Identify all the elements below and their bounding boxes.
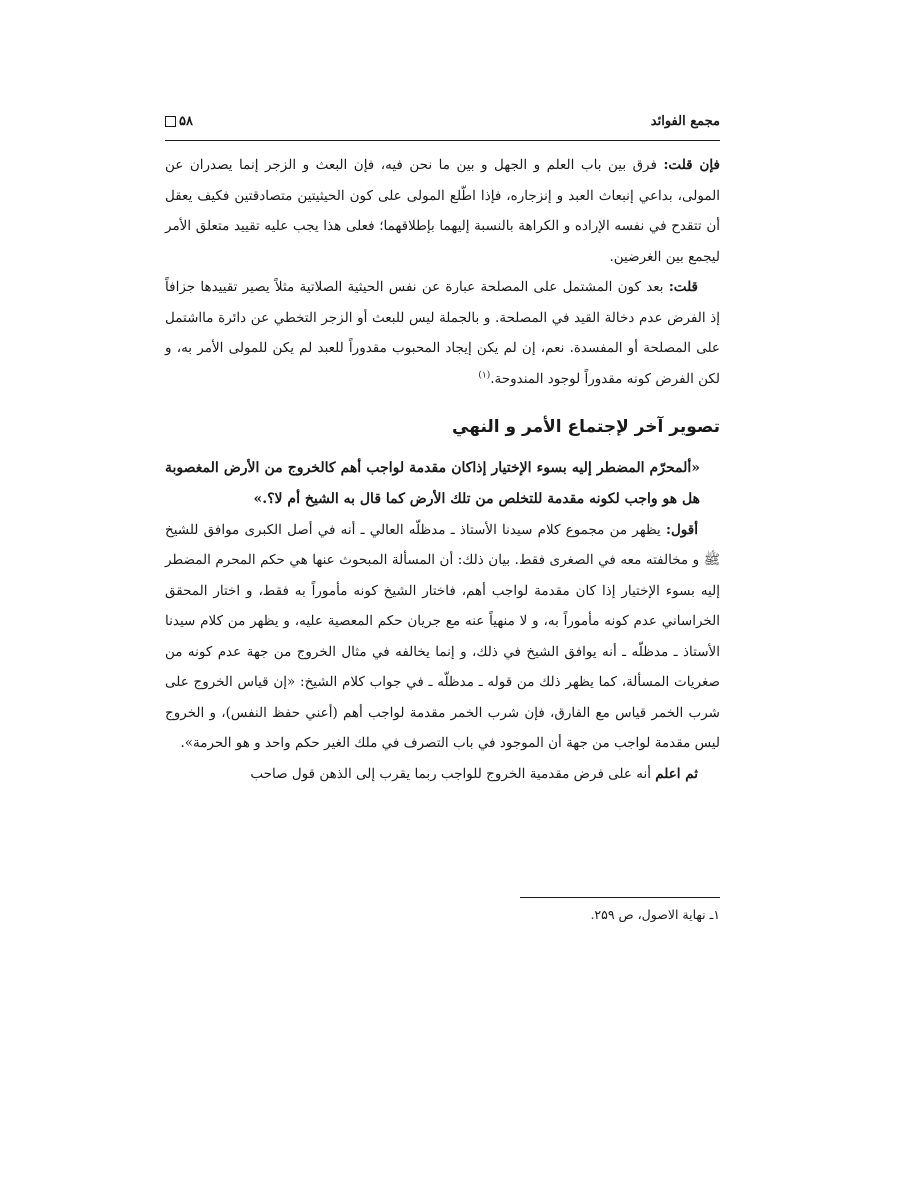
objection-text: فرق بين باب العلم و الجهل و بين ما نحن فيه، فإن البعث و الزجر إنما يصدران عن المولى، بداعي إنبعاث العبد و إنزجاره، فإذا اطّلع المولى على كون الحيثيتين متصادقتين فكيف يعقل أن تتقدح في نفسه الإراده و الكراهة بالنسبة إليهما بإطلاقهما؛ فعلى هذا يجب عليه تقييد متعلق الأمر ليجمع بين الغرضين. <box>165 157 720 265</box>
page-number <box>165 114 193 129</box>
note-text: أنه على فرض مقدمية الخروج للواجب ربما يقرب إلى الذهن قول صاحب <box>250 765 651 782</box>
running-header <box>165 114 720 136</box>
paragraph-objection <box>165 150 720 272</box>
page-number-text: ۵۸ <box>179 114 193 129</box>
header-divider <box>165 140 720 141</box>
page-body <box>165 150 720 789</box>
objection-label: فإن قلت: <box>663 157 720 173</box>
book-page <box>165 0 720 1200</box>
paragraph-answer <box>165 515 720 759</box>
footnote-divider <box>520 897 720 898</box>
reply-label: قلت: <box>668 279 698 295</box>
paragraph-note <box>165 759 720 790</box>
square-ornament-icon <box>165 116 176 127</box>
book-title: مجمع الفوائد <box>650 114 720 129</box>
quoted-question: «ألمحرّم المضطر إليه بسوء الإختيار إذاكان مقدمة لواجب أهم كالخروج من الأرض المغصوبة هل هو واجب لكونه مقدمة للتخلص من تلك الأرض كما قال به الشيخ أم لا؟.» <box>165 459 700 507</box>
footnote: ۱ـ نهاية الاصول، ص ۲۵۹. <box>590 907 720 922</box>
note-label: ثم اعلم <box>655 765 698 782</box>
answer-text: يظهر من مجموع كلام سيدنا الأستاذ ـ مدظلّه العالي ـ أنه في أصل الكبرى موافق للشيخ ﷺ و مخالفته معه في الصغرى فقط. بيان ذلك: أن المسألة المبحوث عنها هي حكم المحرم المضطر إليه بسوء الإختيار إذا كان مقدمة لواجب أهم، فاختار الشيخ كونه مأموراً به فقط، و اختار المحقق الخراساني عدم كونه مأموراً به، و لا منهياً عنه مع جريان حكم المعصية عليه، و يظهر من كلام سيدنا الأستاذ ـ مدظلّه ـ أنه يوافق الشيخ في ذلك، و إنما يخالفه في مثال الخروج من جهة عدم كونه من صغريات المسألة، كما يظهر ذلك من قوله ـ مدظلّه ـ في جواب كلام الشيخ: «إن قياس الخروج على شرب الخمر قياس مع الفارق، فإن شرب الخمر مقدمة لواجب أهم (أعني حفظ النفس)، و الخروج ليس مقدمة لواجب من جهة أن الموجود في باب التصرف في ملك الغير حكم واحد و هو الحرمة». <box>165 521 720 751</box>
reply-text: بعد كون المشتمل على المصلحة عبارة عن نفس الحيثية الصلاتية مثلاً يصير تقييدها جزافاً إذ الفرض عدم دخالة القيد في المصلحة. و بالجملة ليس للبعث أو الزجر التخطي عن دائرة مااشتمل على المصلحة أو المفسدة. نعم، إن لم يكن إيجاد المحبوب مقدوراً للعبد لم يكن للمولى الأمر به، و لكن الفرض كونه مقدوراً لوجود المندوحة. <box>165 279 720 387</box>
paragraph-reply <box>165 272 720 394</box>
footnote-ref[interactable]: (۱) <box>478 370 491 380</box>
section-heading: تصوير آخر لإجتماع الأمر و النهي <box>452 417 720 437</box>
answer-label: أقول: <box>666 521 698 538</box>
